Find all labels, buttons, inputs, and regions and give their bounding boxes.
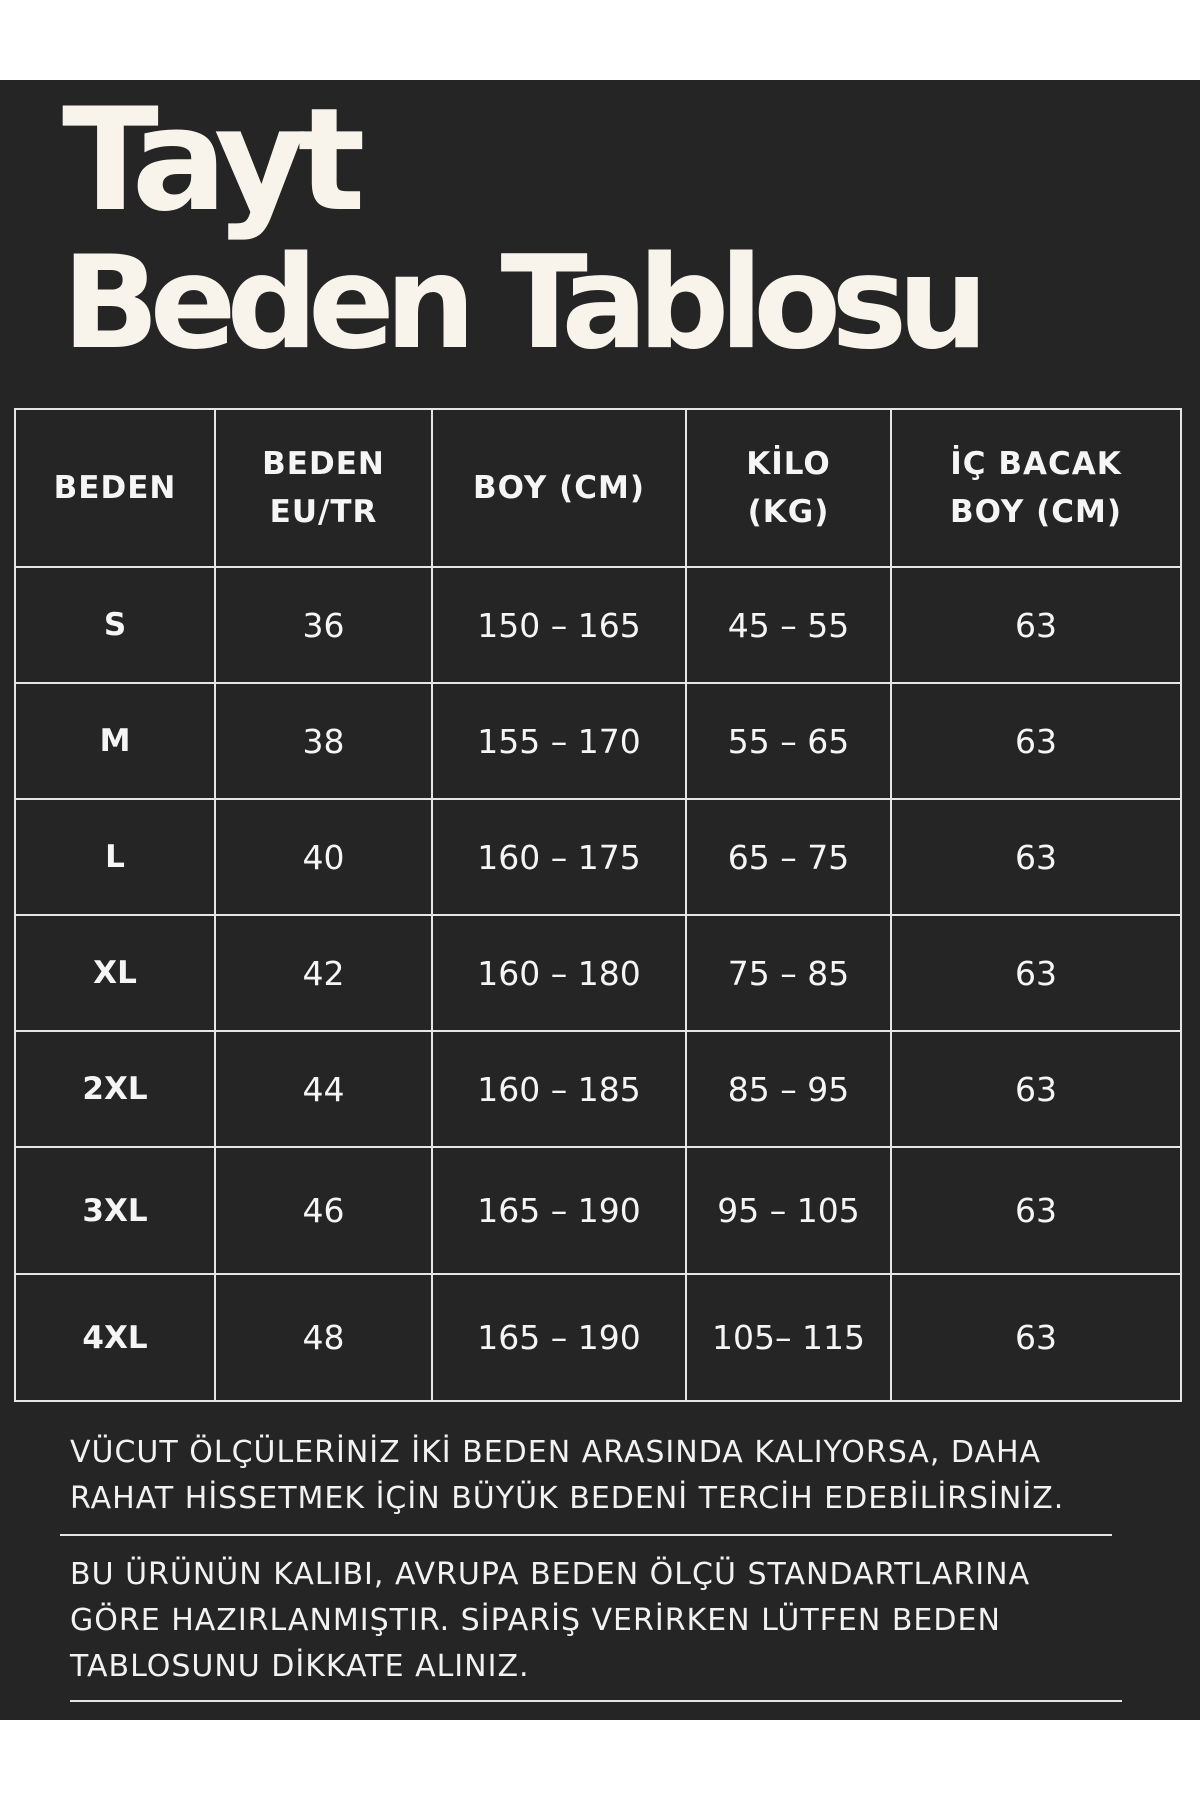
cell-inseam: 63 [891,1274,1181,1401]
cell-inseam: 63 [891,683,1181,799]
page-title-line-2: Beden Tablosu [62,229,979,378]
cell-weight: 75 – 85 [686,915,891,1031]
cell-size: M [15,683,215,799]
page-title-line-1: Tayt [62,78,357,243]
cell-weight: 85 – 95 [686,1031,891,1147]
table-row [15,799,1181,915]
note-line: BU ÜRÜNÜN KALIBI, AVRUPA BEDEN ÖLÇÜ STANDARTLARINA [70,1557,1031,1592]
cell-eu-tr: 40 [215,799,432,915]
header-line: BOY (CM) [472,469,646,506]
fit-advice-note [70,1430,1110,1522]
table-row [15,915,1181,1031]
cell-height: 165 – 190 [432,1147,686,1274]
cell-eu-tr: 44 [215,1031,432,1147]
cell-weight: 45 – 55 [686,567,891,683]
cell-eu-tr: 42 [215,915,432,1031]
header-boy [432,409,686,567]
header-line: BEDEN [53,469,177,506]
header-line: EU/TR [269,494,378,530]
cell-inseam: 63 [891,799,1181,915]
cell-weight: 95 – 105 [686,1147,891,1274]
header-beden [15,409,215,567]
header-line: BOY (CM) [949,494,1123,530]
note-line: RAHAT HİSSETMEK İÇİN BÜYÜK BEDENİ TERCİH EDEBİLİRSİNİZ. [70,1481,1065,1516]
divider [60,1534,1112,1536]
cell-eu-tr: 46 [215,1147,432,1274]
header-line: KİLO [746,445,831,482]
table-row [15,567,1181,683]
table-row [15,1147,1181,1274]
cell-eu-tr: 38 [215,683,432,799]
note-line: GÖRE HAZIRLANMIŞTIR. SİPARİŞ VERİRKEN LÜTFEN BEDEN [70,1603,1001,1638]
table-header-row [15,409,1181,567]
cell-inseam: 63 [891,567,1181,683]
cell-size: 3XL [15,1147,215,1274]
note-line: TABLOSUNU DİKKATE ALINIZ. [70,1649,530,1684]
cell-height: 165 – 190 [432,1274,686,1401]
cell-inseam: 63 [891,915,1181,1031]
cell-size: L [15,799,215,915]
cell-height: 155 – 170 [432,683,686,799]
cell-height: 160 – 185 [432,1031,686,1147]
cell-weight: 105– 115 [686,1274,891,1401]
cell-size: S [15,567,215,683]
cell-height: 160 – 180 [432,915,686,1031]
table-row [15,1274,1181,1401]
cell-eu-tr: 36 [215,567,432,683]
table-row [15,1031,1181,1147]
note-line: VÜCUT ÖLÇÜLERİNİZ İKİ BEDEN ARASINDA KALIYORSA, DAHA [70,1435,1042,1470]
cell-height: 160 – 175 [432,799,686,915]
cell-size: 4XL [15,1274,215,1401]
header-line: (KG) [747,494,830,530]
header-line: İÇ BACAK [950,445,1122,482]
header-kilo [686,409,891,567]
cell-weight: 55 – 65 [686,683,891,799]
header-beden-eu-tr [215,409,432,567]
header-ic-bacak-boy [891,409,1181,567]
cell-inseam: 63 [891,1031,1181,1147]
sizing-standard-note [70,1552,1110,1690]
cell-size: XL [15,915,215,1031]
cell-inseam: 63 [891,1147,1181,1274]
cell-eu-tr: 48 [215,1274,432,1401]
cell-size: 2XL [15,1031,215,1147]
table-row [15,683,1181,799]
size-table [14,408,1182,1402]
cell-height: 150 – 165 [432,567,686,683]
divider [70,1700,1122,1702]
header-line: BEDEN [262,445,385,482]
cell-weight: 65 – 75 [686,799,891,915]
